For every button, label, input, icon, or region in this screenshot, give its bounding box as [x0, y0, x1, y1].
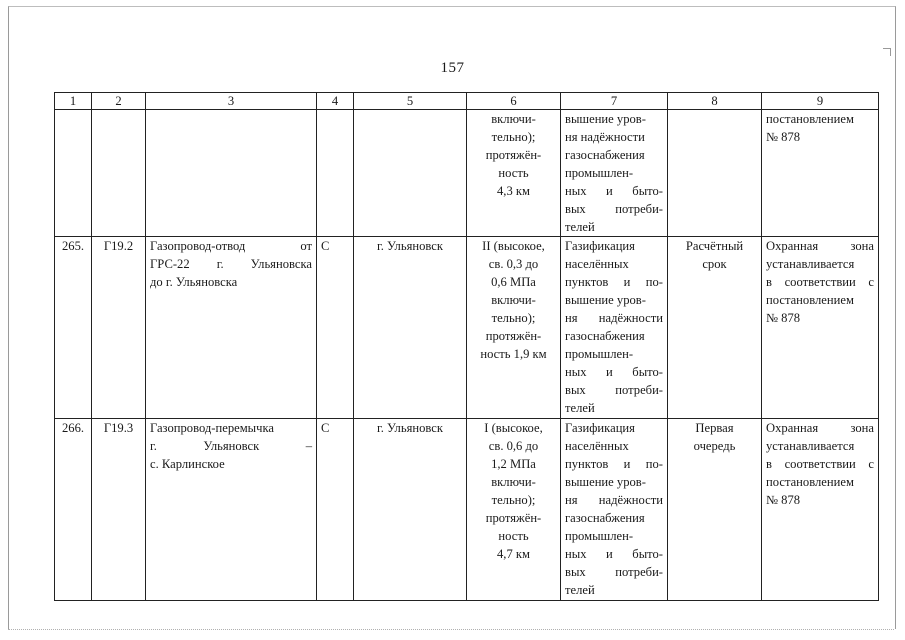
text-line: № 878 [766, 130, 801, 144]
purpose [561, 110, 668, 237]
text-line: до г. Ульяновска [150, 275, 238, 289]
column-header: 1 [55, 93, 92, 110]
text-line: № 878 [766, 493, 801, 507]
text-line: I (высокое, [484, 421, 543, 435]
location [354, 110, 467, 237]
text-line: пунктов и по- [565, 275, 663, 289]
text-line: Охранная зона [766, 239, 874, 253]
object-code: Г19.3 [92, 419, 146, 601]
page-bottom-edge [8, 629, 894, 630]
protection-zone [762, 110, 879, 237]
protection-zone [762, 237, 879, 419]
text-line: пунктов и по- [565, 457, 663, 471]
column-header: 2 [92, 93, 146, 110]
row-number [55, 110, 92, 237]
text-line: срок [702, 257, 727, 271]
text-line: постановлением [766, 112, 854, 126]
text-line: Газопровод-отвод от [150, 239, 312, 253]
text-line: промышлен- [565, 529, 634, 543]
text-line: телей [565, 220, 595, 234]
text-line: Первая [695, 421, 734, 435]
text-line: газоснабжения [565, 148, 645, 162]
column-header: 5 [354, 93, 467, 110]
object-name [146, 110, 317, 237]
object-name [146, 419, 317, 601]
text-line: ня надёжности [565, 130, 645, 144]
object-code [92, 110, 146, 237]
text-line: тельно); [491, 493, 536, 507]
purpose [561, 237, 668, 419]
text-line: св. 0,6 до [488, 439, 539, 453]
text-line: г. Ульяновск – [150, 439, 312, 453]
text-line: промышлен- [565, 347, 634, 361]
text-line: в соответствии с [766, 457, 874, 471]
implementation-term [668, 237, 762, 419]
parameters [467, 237, 561, 419]
text-line: с. Карлинское [150, 457, 225, 471]
column-header: 4 [317, 93, 354, 110]
text-line: протяжён- [485, 511, 542, 525]
text-line: Расчётный [685, 239, 744, 253]
page-number: 157 [440, 60, 465, 76]
text-line: ных и быто- [565, 365, 663, 379]
document-table [54, 92, 879, 601]
object-code: Г19.2 [92, 237, 146, 419]
implementation-term [668, 110, 762, 237]
text-line: протяжён- [485, 148, 542, 162]
row-number: 265. [55, 237, 92, 419]
object-type [317, 110, 354, 237]
location: г. Ульяновск [354, 419, 467, 601]
text-line: вышение уров- [565, 293, 646, 307]
header-row [55, 93, 879, 110]
text-line: промышлен- [565, 166, 634, 180]
row-number: 266. [55, 419, 92, 601]
text-line: протяжён- [485, 329, 542, 343]
protection-zone [762, 419, 879, 601]
text-line: 4,7 км [497, 547, 530, 561]
column-header: 8 [668, 93, 762, 110]
column-header: 7 [561, 93, 668, 110]
text-line: постановлением [766, 293, 854, 307]
table-row [55, 237, 879, 419]
text-line: 0,6 МПа [491, 275, 536, 289]
text-line: тельно); [491, 130, 536, 144]
text-line: включи- [491, 293, 536, 307]
text-line: ность [498, 166, 529, 180]
text-line: ность 1,9 км [480, 347, 547, 361]
text-line: Газификация [565, 239, 635, 253]
text-line: телей [565, 401, 595, 415]
text-line: устанавливается [766, 257, 855, 271]
text-line: включи- [491, 475, 536, 489]
text-line: Газификация [565, 421, 635, 435]
implementation-term [668, 419, 762, 601]
text-line: ГРС-22 г. Ульяновска [150, 257, 312, 271]
text-line: устанавливается [766, 439, 855, 453]
text-line: вышение уров- [565, 112, 646, 126]
text-line: населённых [565, 257, 629, 271]
text-line: ня надёжности [565, 493, 663, 507]
parameters [467, 110, 561, 237]
text-line: населённых [565, 439, 629, 453]
text-line: II (высокое, [482, 239, 545, 253]
object-type: С [317, 237, 354, 419]
parameters [467, 419, 561, 601]
text-line: ня надёжности [565, 311, 663, 325]
text-line: телей [565, 583, 595, 597]
text-line: вых потреби- [565, 202, 663, 216]
text-line: в соответствии с [766, 275, 874, 289]
text-line: ность [498, 529, 529, 543]
text-line: Охранная зона [766, 421, 874, 435]
text-line: вых потреби- [565, 565, 663, 579]
location: г. Ульяновск [354, 237, 467, 419]
text-line: очередь [693, 439, 736, 453]
scan-corner-mark [883, 48, 891, 56]
text-line: вышение уров- [565, 475, 646, 489]
text-line: газоснабжения [565, 511, 645, 525]
text-line: св. 0,3 до [488, 257, 539, 271]
text-line: вых потреби- [565, 383, 663, 397]
table-row [55, 419, 879, 601]
text-line: № 878 [766, 311, 801, 325]
text-line: газоснабжения [565, 329, 645, 343]
text-line: тельно); [491, 311, 536, 325]
column-header: 3 [146, 93, 317, 110]
text-line: 4,3 км [497, 184, 530, 198]
object-type: С [317, 419, 354, 601]
text-line: включи- [491, 112, 536, 126]
text-line: 1,2 МПа [491, 457, 536, 471]
object-name [146, 237, 317, 419]
text-line: Газопровод-перемычка [150, 421, 274, 435]
purpose [561, 419, 668, 601]
text-line: ных и быто- [565, 547, 663, 561]
text-line: постановлением [766, 475, 854, 489]
column-header: 6 [467, 93, 561, 110]
column-header: 9 [762, 93, 879, 110]
text-line: ных и быто- [565, 184, 663, 198]
table-row [55, 110, 879, 237]
